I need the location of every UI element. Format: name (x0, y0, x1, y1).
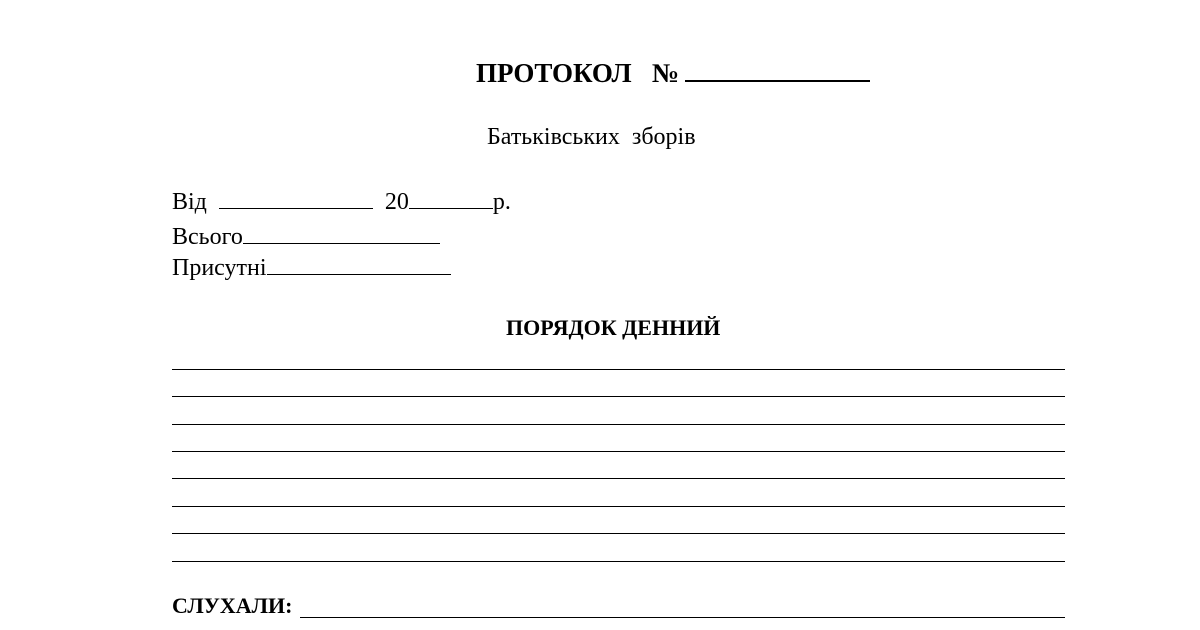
protocol-title-text: ПРОТОКОЛ № (476, 58, 680, 88)
agenda-line (172, 424, 1065, 425)
heard-label: СЛУХАЛИ: (172, 593, 293, 618)
agenda-line (172, 369, 1065, 370)
date-year-prefix: 20 (384, 189, 409, 215)
date-day-month-blank (219, 186, 373, 209)
agenda-line (172, 396, 1065, 397)
total-field (172, 221, 440, 253)
date-year-blank (409, 186, 493, 209)
meeting-type-subtitle: Батьківських зборів (487, 124, 696, 150)
agenda-line (172, 451, 1065, 452)
protocol-title (476, 54, 870, 91)
agenda-title: ПОРЯДОК ДЕННИЙ (506, 315, 721, 340)
date-suffix-label: р. (492, 189, 511, 215)
present-label: Присутні (172, 255, 267, 281)
present-blank (267, 252, 451, 275)
agenda-line (172, 533, 1065, 534)
agenda-line (172, 506, 1065, 507)
total-blank (243, 221, 440, 244)
date-prefix-label: Від (172, 189, 207, 215)
date-field (172, 186, 511, 218)
agenda-line (172, 478, 1065, 479)
total-label: Всього (172, 224, 243, 250)
agenda-line (172, 561, 1065, 562)
protocol-number-blank (685, 54, 870, 82)
heard-blank-line (300, 617, 1065, 618)
present-field (172, 252, 451, 284)
